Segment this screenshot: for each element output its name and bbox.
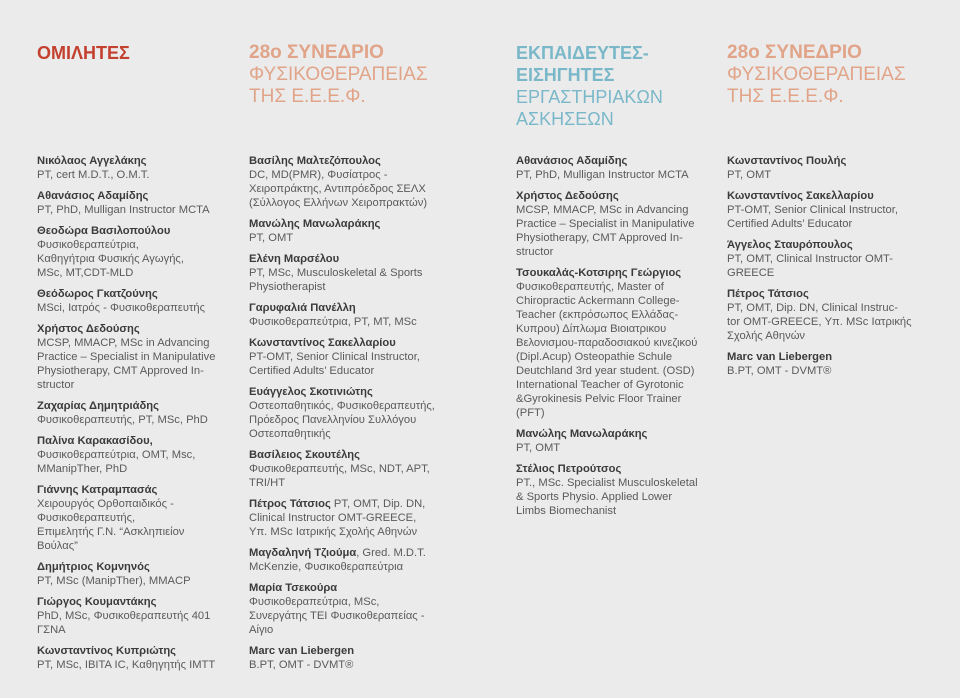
person-name-line — [249, 336, 469, 350]
person-entry — [727, 189, 927, 231]
person-description-line: PT, OMT — [516, 442, 561, 454]
person-name: Ευάγγελος Σκοτινιώτης — [249, 386, 373, 398]
person-description-line: International Teacher of Gyrotonic — [516, 379, 684, 391]
person-description-line: Αίγιο — [249, 624, 274, 636]
person-entry — [37, 483, 237, 553]
person-entry — [249, 385, 469, 441]
person-description-line: MSc, MT,CDT-MLD — [37, 267, 134, 279]
person-description-line: Οστεοπαθητικός, Φυσικοθεραπευτής, — [249, 400, 435, 412]
person-name: Χρήστος Δεδούσης — [37, 323, 140, 335]
person-description-line: PT, MSc, Musculoskeletal & Sports — [249, 267, 423, 279]
person-description-line: structor — [37, 379, 75, 391]
person-description-line: MCSP, MMACP, MSc in Advancing — [516, 204, 689, 216]
person-name-line — [516, 462, 721, 476]
person-name: Παλίνα Καρακασίδου, — [37, 435, 153, 447]
person-description-line: Practice – Specialist in Manipulative — [37, 351, 216, 363]
person-entry — [37, 287, 237, 315]
person-description-line: GREECE — [727, 267, 775, 279]
person-description-line: Deutchland 3rd year student. (OSD) — [516, 365, 695, 377]
person-description-line: Clinical Instructor OMT-GREECE, — [249, 512, 417, 524]
person-entry — [516, 154, 721, 182]
conference-title-left — [249, 42, 428, 108]
person-name: Γαρυφαλιά Πανέλλη — [249, 302, 356, 314]
instructors-heading — [516, 42, 663, 130]
conference-title-number: 28ο ΣΥΝΕΔΡΙΟ — [249, 42, 384, 63]
conference-title-line: ΤΗΣ Ε.Ε.Ε.Φ. — [727, 86, 844, 107]
person-description-line: MCSP, MMACP, MSc in Advancing — [37, 337, 210, 349]
person-name-line — [37, 154, 237, 168]
person-name-line — [37, 322, 237, 336]
person-entry — [37, 434, 237, 476]
person-name: Δημήτριος Κομνηνός — [37, 561, 150, 573]
person-description-line: structor — [516, 246, 554, 258]
person-name-line — [516, 154, 721, 168]
person-description-line: & Sports Physio. Applied Lower — [516, 491, 673, 503]
person-name: Κωνσταντίνος Σακελλαρίου — [249, 337, 396, 349]
speakers-column-1 — [37, 154, 237, 679]
instructors-heading-line: ΑΣΚΗΣΕΩΝ — [516, 109, 614, 129]
person-description-line: PT, OMT, Clinical Instructor OMT- — [727, 253, 893, 265]
person-entry — [37, 154, 237, 182]
person-name: Marc van Liebergen — [727, 351, 833, 363]
person-name: Μανώλης Μανωλαράκης — [516, 428, 648, 440]
person-name: Στέλιος Πετρούτσος — [516, 463, 622, 475]
person-description-line: TRI/HT — [249, 477, 286, 489]
person-description-line: B.PT, OMT - DVMT® — [727, 365, 832, 377]
person-description-line: PT-OMT, Senior Clinical Instructor, — [727, 204, 898, 216]
person-name-line — [516, 189, 721, 203]
speakers-heading — [37, 42, 130, 64]
person-description-line: PT, PhD, Mulligan Instructor MCTA — [516, 169, 689, 181]
person-entry — [249, 154, 469, 210]
person-description-line: PT, cert M.D.T., O.M.T. — [37, 169, 150, 181]
person-entry — [727, 350, 927, 378]
person-name: Κωνσταντίνος Πουλής — [727, 155, 847, 167]
person-name: Βασίλειος Σκουτέλης — [249, 449, 360, 461]
person-description-line: PT, OMT, Dip. DN, Clinical Instruc- — [727, 302, 898, 314]
person-description-line: PT, MSc, IBITA IC, Καθηγητής IMTT — [37, 659, 216, 671]
person-name: Κωνσταντίνος Κυπριώτης — [37, 645, 176, 657]
person-description-line: PT, PhD, Mulligan Instructor MCTA — [37, 204, 210, 216]
person-description-line: Teacher (εκπρόσωπος Ελλάδας- — [516, 309, 679, 321]
person-name-line — [37, 287, 237, 301]
person-entry — [249, 252, 469, 294]
person-description-line: Φυσικοθεραπευτής, Master of — [516, 281, 664, 293]
person-description-line: Κυπρου) Δίπλωμα Βιοιατρικου — [516, 323, 667, 335]
person-name: Άγγελος Σταυρόπουλος — [727, 239, 853, 251]
person-name-line — [249, 448, 469, 462]
person-entry — [249, 497, 469, 539]
instructors-column-2 — [727, 154, 927, 385]
person-description-line: (PFT) — [516, 407, 545, 419]
person-name-line — [727, 287, 927, 301]
person-name: Θεοδώρα Βασιλοπούλου — [37, 225, 171, 237]
person-entry — [37, 644, 237, 672]
person-description-line: PT, MSc (ManipTher), MMACP — [37, 575, 191, 587]
person-entry — [249, 336, 469, 378]
person-description-line: Φυσικοθεραπευτής, — [37, 512, 136, 524]
person-name-line — [249, 385, 469, 399]
person-name: Θεόδωρος Γκατζούνης — [37, 288, 158, 300]
person-name-line — [249, 644, 469, 658]
conference-title-line: ΦΥΣΙΚΟΘΕΡΑΠΕΙΑΣ — [249, 64, 428, 85]
person-name-line — [516, 427, 721, 441]
conference-title-right — [727, 42, 906, 108]
person-name-line — [37, 434, 237, 448]
person-description-line: (Dipl.Acup) Osteopathie Schule — [516, 351, 673, 363]
person-name: Ζαχαρίας Δημητριάδης — [37, 400, 159, 412]
person-description-line: DC, MD(PMR), Φυσίατρος - — [249, 169, 388, 181]
person-description-line: MSci, Ιατρός - Φυσικοθεραπευτής — [37, 302, 206, 314]
person-description-line: Practice – Specialist in Manipulative — [516, 218, 695, 230]
person-description-line: Φυσικοθεραπευτής, MSc, NDT, APT, — [249, 463, 430, 475]
person-name: Μανώλης Μανωλαράκης — [249, 218, 381, 230]
person-description-line: Φυσικοθεραπεύτρια, MSc, — [249, 596, 380, 608]
person-name: Βασίλης Μαλτεζόπουλος — [249, 155, 381, 167]
person-description-line: Επιμελητής Γ.Ν. “Ασκληπιείον — [37, 526, 185, 538]
person-name: Νικόλαος Αγγελάκης — [37, 155, 147, 167]
person-entry — [37, 595, 237, 637]
person-entry — [37, 189, 237, 217]
person-description-line: PT, OMT — [249, 232, 294, 244]
person-name: Αθανάσιος Αδαμίδης — [37, 190, 149, 202]
person-name: Χρήστος Δεδούσης — [516, 190, 619, 202]
person-description-line: Certified Adults’ Educator — [249, 365, 375, 377]
person-description-line: Συνεργάτης ΤΕΙ Φυσικοθεραπείας - — [249, 610, 425, 622]
person-name: Marc van Liebergen — [249, 645, 355, 657]
conference-title-line: ΦΥΣΙΚΟΘΕΡΑΠΕΙΑΣ — [727, 64, 906, 85]
person-entry — [37, 224, 237, 280]
person-description-line: ΓΣΝΑ — [37, 624, 66, 636]
person-description-line: PT, OMT — [727, 169, 772, 181]
person-name-line — [249, 217, 469, 231]
person-name-line — [37, 224, 237, 238]
person-name-line — [37, 560, 237, 574]
person-entry — [249, 581, 469, 637]
conference-title-line — [249, 42, 428, 64]
person-name-line — [727, 238, 927, 252]
person-name: Τσουκαλάς-Κοτσιρης Γεώργιος — [516, 267, 682, 279]
person-description-line: PT-OMT, Senior Clinical Instructor, — [249, 351, 420, 363]
person-name-line — [249, 154, 469, 168]
person-description-line: Βούλας” — [37, 540, 78, 552]
person-description-line: PhD, MSc, Φυσικοθεραπευτής 401 — [37, 610, 211, 622]
person-name-line — [249, 497, 469, 511]
person-entry — [249, 644, 469, 672]
person-description-line: Limbs Biomechanist — [516, 505, 617, 517]
person-name-line — [727, 350, 927, 364]
person-description-line: Physiotherapy, CMT Approved In- — [516, 232, 683, 244]
person-entry — [516, 427, 721, 455]
speakers-column-2 — [249, 154, 469, 679]
person-entry — [37, 560, 237, 588]
person-name: Κωνσταντίνος Σακελλαρίου — [727, 190, 874, 202]
person-description-line: Chiropractic Ackermann College- — [516, 295, 680, 307]
person-entry — [37, 322, 237, 392]
person-name-line — [37, 399, 237, 413]
person-name: Πέτρος Τάτσιος — [727, 288, 809, 300]
person-name-line — [727, 154, 927, 168]
person-description-line: Certified Adults’ Educator — [727, 218, 853, 230]
person-name: Μαρία Τσεκούρα — [249, 582, 338, 594]
person-entry — [516, 189, 721, 259]
person-name-line — [249, 546, 469, 560]
person-entry — [249, 217, 469, 245]
person-name: Ελένη Μαρσέλου — [249, 253, 340, 265]
person-description-line: (Σύλλογος Ελλήνων Χειροπρακτών) — [249, 197, 428, 209]
conference-title-line: ΤΗΣ Ε.Ε.Ε.Φ. — [249, 86, 366, 107]
conference-title-line — [727, 42, 906, 64]
person-name-line — [249, 581, 469, 595]
instructors-heading-line: ΕΡΓΑΣΤΗΡΙΑΚΩΝ — [516, 87, 663, 107]
person-name-line — [727, 189, 927, 203]
person-description-line: Οστεοπαθητικής — [249, 428, 331, 440]
person-name: Πέτρος Τάτσιος — [249, 498, 331, 510]
person-description-line: McKenzie, Φυσικοθεραπεύτρια — [249, 561, 404, 573]
person-credentials-inline: PT, OMT, Dip. DN, — [330, 498, 426, 510]
person-entry — [37, 399, 237, 427]
person-description-line: Φυσικοθεραπεύτρια, PT, MT, MSc — [249, 316, 417, 328]
person-name-line — [37, 595, 237, 609]
person-entry — [516, 266, 721, 420]
person-entry — [249, 301, 469, 329]
instructors-heading-bold: ΕΚΠΑΙΔΕΥΤΕΣ- — [516, 43, 649, 63]
person-description-line: Φυσικοθεραπεύτρια, OMT, Msc, — [37, 449, 196, 461]
instructors-heading-line — [516, 42, 663, 64]
speakers-heading-text: ΟΜΙΛΗΤΕΣ — [37, 43, 130, 63]
person-description-line: B.PT, OMT - DVMT® — [249, 659, 354, 671]
instructors-column-1 — [516, 154, 721, 525]
person-description-line: Πρόεδρος Πανελληνίου Συλλόγου — [249, 414, 417, 426]
person-entry — [516, 462, 721, 518]
conference-title-number: 28ο ΣΥΝΕΔΡΙΟ — [727, 42, 862, 63]
person-entry — [249, 448, 469, 490]
person-description-line: tor OMT-GREECE, Υπ. MSc Ιατρικής — [727, 316, 912, 328]
person-description-line: Καθηγήτρια Φυσικής Αγωγής, — [37, 253, 184, 265]
person-description-line: Physiotherapy, CMT Approved In- — [37, 365, 204, 377]
person-description-line: Χειρουργός Ορθοπαιδικός - — [37, 498, 174, 510]
person-credentials-inline: , Gred. M.D.T. — [356, 547, 426, 559]
person-description-line: Φυσικοθεραπεύτρια, — [37, 239, 139, 251]
person-name-line — [249, 252, 469, 266]
person-description-line: PT., MSc. Specialist Musculoskeletal — [516, 477, 698, 489]
person-name-line — [249, 301, 469, 315]
person-entry — [727, 238, 927, 280]
person-name: Γιάννης Κατραμπασάς — [37, 484, 158, 496]
person-entry — [727, 154, 927, 182]
person-description-line: Χειροπράκτης, Αντιπρόεδρος ΣΕΛΧ — [249, 183, 426, 195]
instructors-heading-line — [516, 64, 663, 86]
person-name: Γιώργος Κουμαντάκης — [37, 596, 157, 608]
person-name: Μαγδαληνή Τζιούμα — [249, 547, 357, 559]
person-description-line: Βελονισμου-παραδοσιακού κινεζικού — [516, 337, 698, 349]
person-description-line: Σχολής Αθηνών — [727, 330, 806, 342]
person-entry — [249, 546, 469, 574]
person-description-line: Υπ. MSc Ιατρικής Σχολής Αθηνών — [249, 526, 418, 538]
person-name-line — [516, 266, 721, 280]
person-name: Αθανάσιος Αδαμίδης — [516, 155, 628, 167]
person-name-line — [37, 483, 237, 497]
person-description-line: &Gyrokinesis Pelvic Floor Trainer — [516, 393, 682, 405]
person-description-line: MManipTher, PhD — [37, 463, 128, 475]
instructors-heading-bold: ΕΙΣΗΓΗΤΕΣ — [516, 65, 615, 85]
person-name-line — [37, 189, 237, 203]
person-description-line: Physiotherapist — [249, 281, 326, 293]
person-entry — [727, 287, 927, 343]
person-name-line — [37, 644, 237, 658]
person-description-line: Φυσικοθεραπευτής, PT, MSc, PhD — [37, 414, 208, 426]
